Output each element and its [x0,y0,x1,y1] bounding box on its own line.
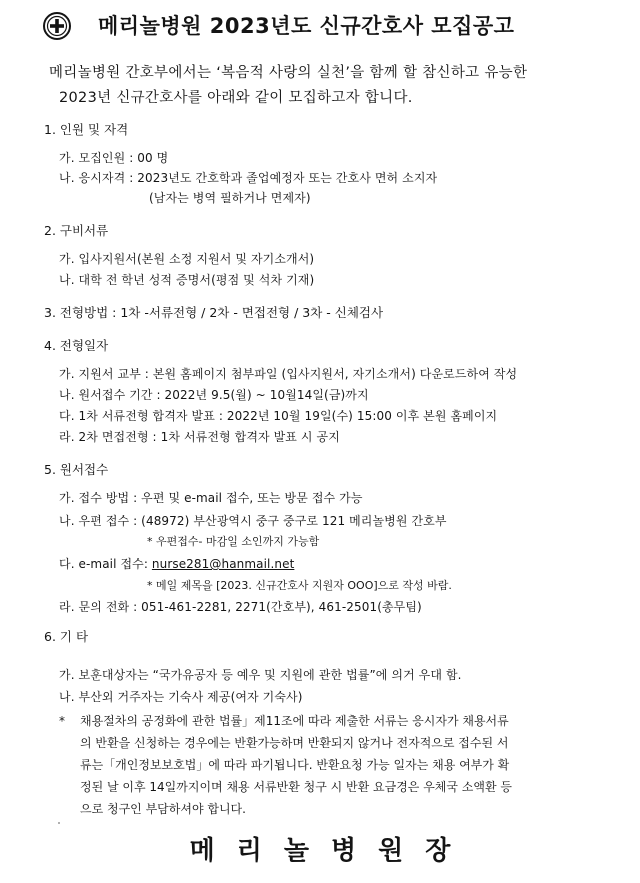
intro-line-1: 메리놀병원 간호부에서는 ‘복음적 사랑의 실천’을 함께 할 참신하고 유능한 [49,65,528,81]
email-label: 다. e-mail 접수: [59,557,152,571]
notice-line-2: 의 반환을 신청하는 경우에는 반환가능하며 반환되지 않거나 전자적으로 접수된 서 [80,736,509,750]
email-link[interactable]: nurse281@hanmail.net [151,557,295,571]
notice-title: 메리놀병원 2023년도 신규간호사 모집공고 [98,14,515,38]
s6-item-b: 나. 부산외 거주자는 기숙사 제공(여자 기숙사) [59,690,303,704]
hospital-emblem-icon [43,12,71,40]
intro-line-2: 2023년 신규간호사를 아래와 같이 모집하고자 합니다. [59,90,413,106]
notice-line-1: 채용절차의 공정화에 관한 법률」제11조에 따라 제출한 서류는 응시자가 채용서류 [80,714,509,728]
section-6-heading: 6. 기 타 [44,629,89,644]
s4-item-d: 라. 2차 면접전형 : 1차 서류전형 합격자 발표 시 공지 [59,430,340,444]
section-1-heading: 1. 인원 및 자격 [44,122,129,137]
s1-item-b-note: (남자는 병역 필하거나 면제자) [149,191,311,205]
notice-line-5: 으로 청구인 부담하셔야 합니다. [80,802,246,816]
notice-line-4: 정된 날 이후 14일까지이며 채용 서류반환 청구 시 반환 요금경은 우체국 소액환 등 [80,780,512,794]
section-4-heading: 4. 전형일자 [44,338,109,353]
section-3-heading: 3. 전형방법 : 1차 -서류전형 / 2차 - 면접전형 / 3차 - 신체검사 [44,305,384,320]
s2-item-a: 가. 입사지원서(본원 소정 지원서 및 자기소개서) [59,252,315,266]
s1-item-b: 나. 응시자격 : 2023년도 간호학과 졸업예정자 또는 간호사 면허 소지자 [59,171,438,185]
s5-item-b: 나. 우편 접수 : (48972) 부산광역시 중구 중구로 121 메리놀병원 간호부 [59,514,447,528]
s5-item-c [59,555,294,572]
hospital-director-signature: 메리놀병원장 [189,836,473,866]
notice-line-3: 류는「개인정보보호법」에 따라 파기됩니다. 반환요청 가능 일자는 채용 여부가 확 [80,758,510,772]
section-5-heading: 5. 원서접수 [44,462,109,477]
s4-item-c: 다. 1차 서류전형 합격자 발표 : 2022년 10월 19일(수) 15:00 이후 본원 홈페이지 [59,409,498,423]
s4-item-a: 가. 지원서 교부 : 본원 홈페이지 첨부파일 (입사지원서, 자기소개서) 다운로드하여 작성 [59,367,518,381]
s5-item-a: 가. 접수 방법 : 우편 및 e-mail 접수, 또는 방문 접수 가능 [59,491,363,505]
section-2-heading: 2. 구비서류 [44,223,109,238]
s5-item-c-note: * 메일 제목을 [2023. 신규간호사 지원자 OOO]으로 작성 바람. [147,579,452,592]
scan-speck [58,822,60,824]
notice-bullet: * [59,714,65,728]
s2-item-b: 나. 대학 전 학년 성적 증명서(평점 및 석차 기재) [59,273,315,287]
s5-item-d: 라. 문의 전화 : 051-461-2281, 2271(간호부), 461-2501(총무팀) [59,600,422,614]
s4-item-b: 나. 원서접수 기간 : 2022년 9.5(월) ~ 10월14일(금)까지 [59,388,369,402]
s5-item-b-note: * 우편접수- 마감일 소인까지 가능함 [147,535,320,548]
s6-item-a: 가. 보훈대상자는 “국가유공자 등 예우 및 지원에 관한 법률”에 의거 우대 함. [59,668,462,682]
s1-item-a: 가. 모집인원 : 00 명 [59,151,169,165]
